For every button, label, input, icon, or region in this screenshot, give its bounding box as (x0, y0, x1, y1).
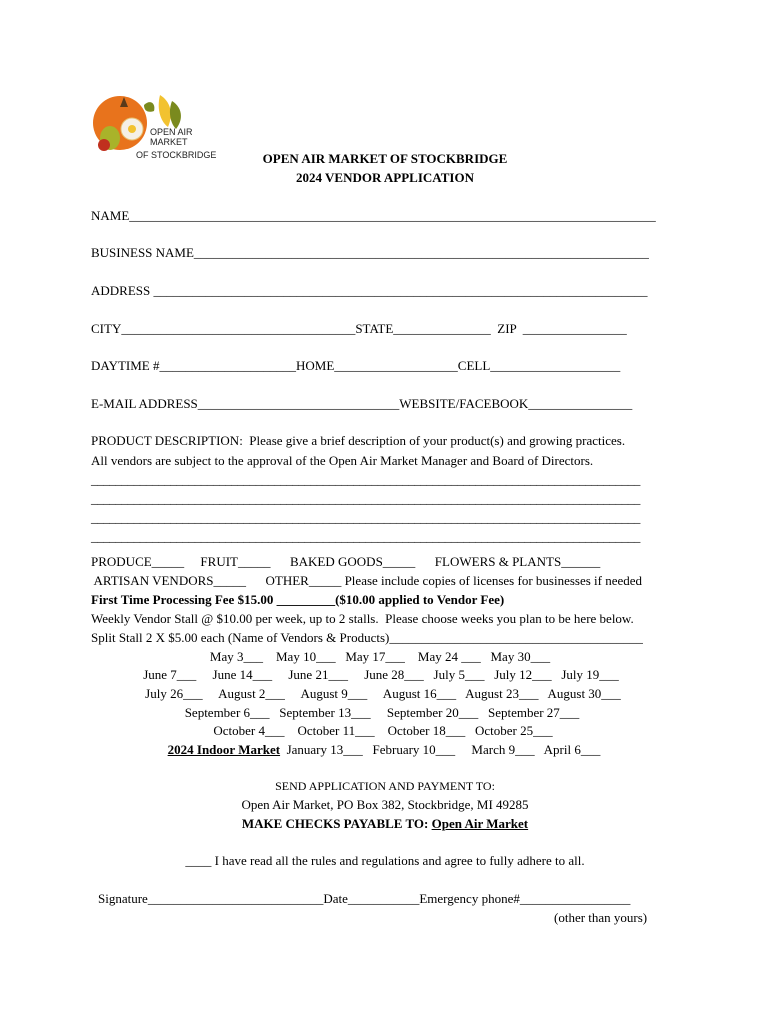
dates-row-september[interactable]: September 6___ September 13___ September 20___ September 27___ (184, 705, 580, 720)
rules-agreement-field[interactable]: ____ I have read all the rules and regulations and agree to fully adhere to all. (185, 853, 585, 868)
approval-note: All vendors are subject to the approval of the Open Air Market Manager and Board of Directors. (91, 453, 594, 468)
logo-line-1: OPEN AIR (150, 127, 193, 137)
address-field[interactable]: ADDRESS ____________________________________________________________________________ (91, 283, 648, 298)
product-description-line[interactable]: __________________________________________________________________________________________ (91, 510, 641, 525)
send-application-label: SEND APPLICATION AND PAYMENT TO: (275, 779, 495, 793)
split-stall-field[interactable]: Split Stall 2 X $5.00 each (Name of Vendors & Products)_______________________________________ (91, 630, 643, 645)
product-description-line[interactable]: __________________________________________________________________________________________ (91, 491, 641, 506)
processing-fee-line[interactable] (91, 592, 504, 608)
product-description-line[interactable]: __________________________________________________________________________________________ (91, 472, 641, 487)
mailing-address: Open Air Market, PO Box 382, Stockbridge, MI 49285 (241, 797, 529, 812)
weekly-stall-note: Weekly Vendor Stall @ $10.00 per week, up to 2 stalls. Please choose weeks you plan to be here below. (91, 611, 634, 626)
dates-row-july-august[interactable]: July 26___ August 2___ August 9___ August 16___ August 23___ August 30___ (145, 686, 621, 701)
dates-row-october[interactable]: October 4___ October 11___ October 18___ October 25___ (213, 723, 553, 738)
email-website-fields[interactable]: E-MAIL ADDRESS_______________________________WEBSITE/FACEBOOK________________ (91, 396, 633, 411)
logo-line-3: OF STOCKBRIDGE (136, 150, 217, 160)
processing-fee-blank[interactable]: _________ (276, 592, 336, 607)
form-subtitle: 2024 VENDOR APPLICATION (296, 170, 474, 185)
dates-row-indoor[interactable] (0, 742, 769, 758)
form-title: OPEN AIR MARKET OF STOCKBRIDGE (262, 151, 508, 166)
category-checklist-row-1[interactable]: PRODUCE_____ FRUIT_____ BAKED GOODS_____ FLOWERS & PLANTS______ (91, 554, 601, 569)
emergency-phone-note: (other than yours) (554, 910, 648, 925)
logo-line-2: MARKET (150, 137, 188, 147)
product-description-line[interactable]: __________________________________________________________________________________________ (91, 529, 641, 544)
indoor-market-dates[interactable]: January 13___ February 10___ March 9___ April 6___ (280, 742, 601, 757)
phone-fields[interactable]: DAYTIME #_____________________HOME___________________CELL____________________ (91, 358, 621, 373)
indoor-market-label: 2024 Indoor Market (167, 742, 281, 757)
product-description-label: PRODUCT DESCRIPTION: Please give a brief description of your product(s) and growing practices. (91, 433, 626, 448)
dates-row-may[interactable]: May 3___ May 10___ May 17___ May 24 ___ May 30___ (209, 649, 551, 664)
checks-payable-line (0, 816, 770, 832)
signature-date-phone-fields[interactable]: Signature___________________________Date___________Emergency phone#_________________ (98, 891, 631, 906)
processing-fee-note: ($10.00 applied to Vendor Fee) (335, 592, 505, 607)
processing-fee-label: First Time Processing Fee $15.00 (91, 592, 277, 607)
dates-row-june-july[interactable]: June 7___ June 14___ June 21___ June 28___ July 5___ July 12___ July 19___ (143, 667, 619, 682)
checks-payee: Open Air Market (431, 816, 529, 831)
city-state-zip-field[interactable]: CITY____________________________________STATE_______________ ZIP ________________ (91, 321, 627, 336)
checks-payable-label: MAKE CHECKS PAYABLE TO: (241, 816, 432, 831)
name-field[interactable]: NAME_________________________________________________________________________________ (91, 208, 656, 223)
category-checklist-row-2[interactable]: ARTISAN VENDORS_____ OTHER_____ Please include copies of licenses for businesses if needed (91, 573, 643, 588)
business-name-field[interactable]: BUSINESS NAME______________________________________________________________________ (91, 245, 649, 260)
